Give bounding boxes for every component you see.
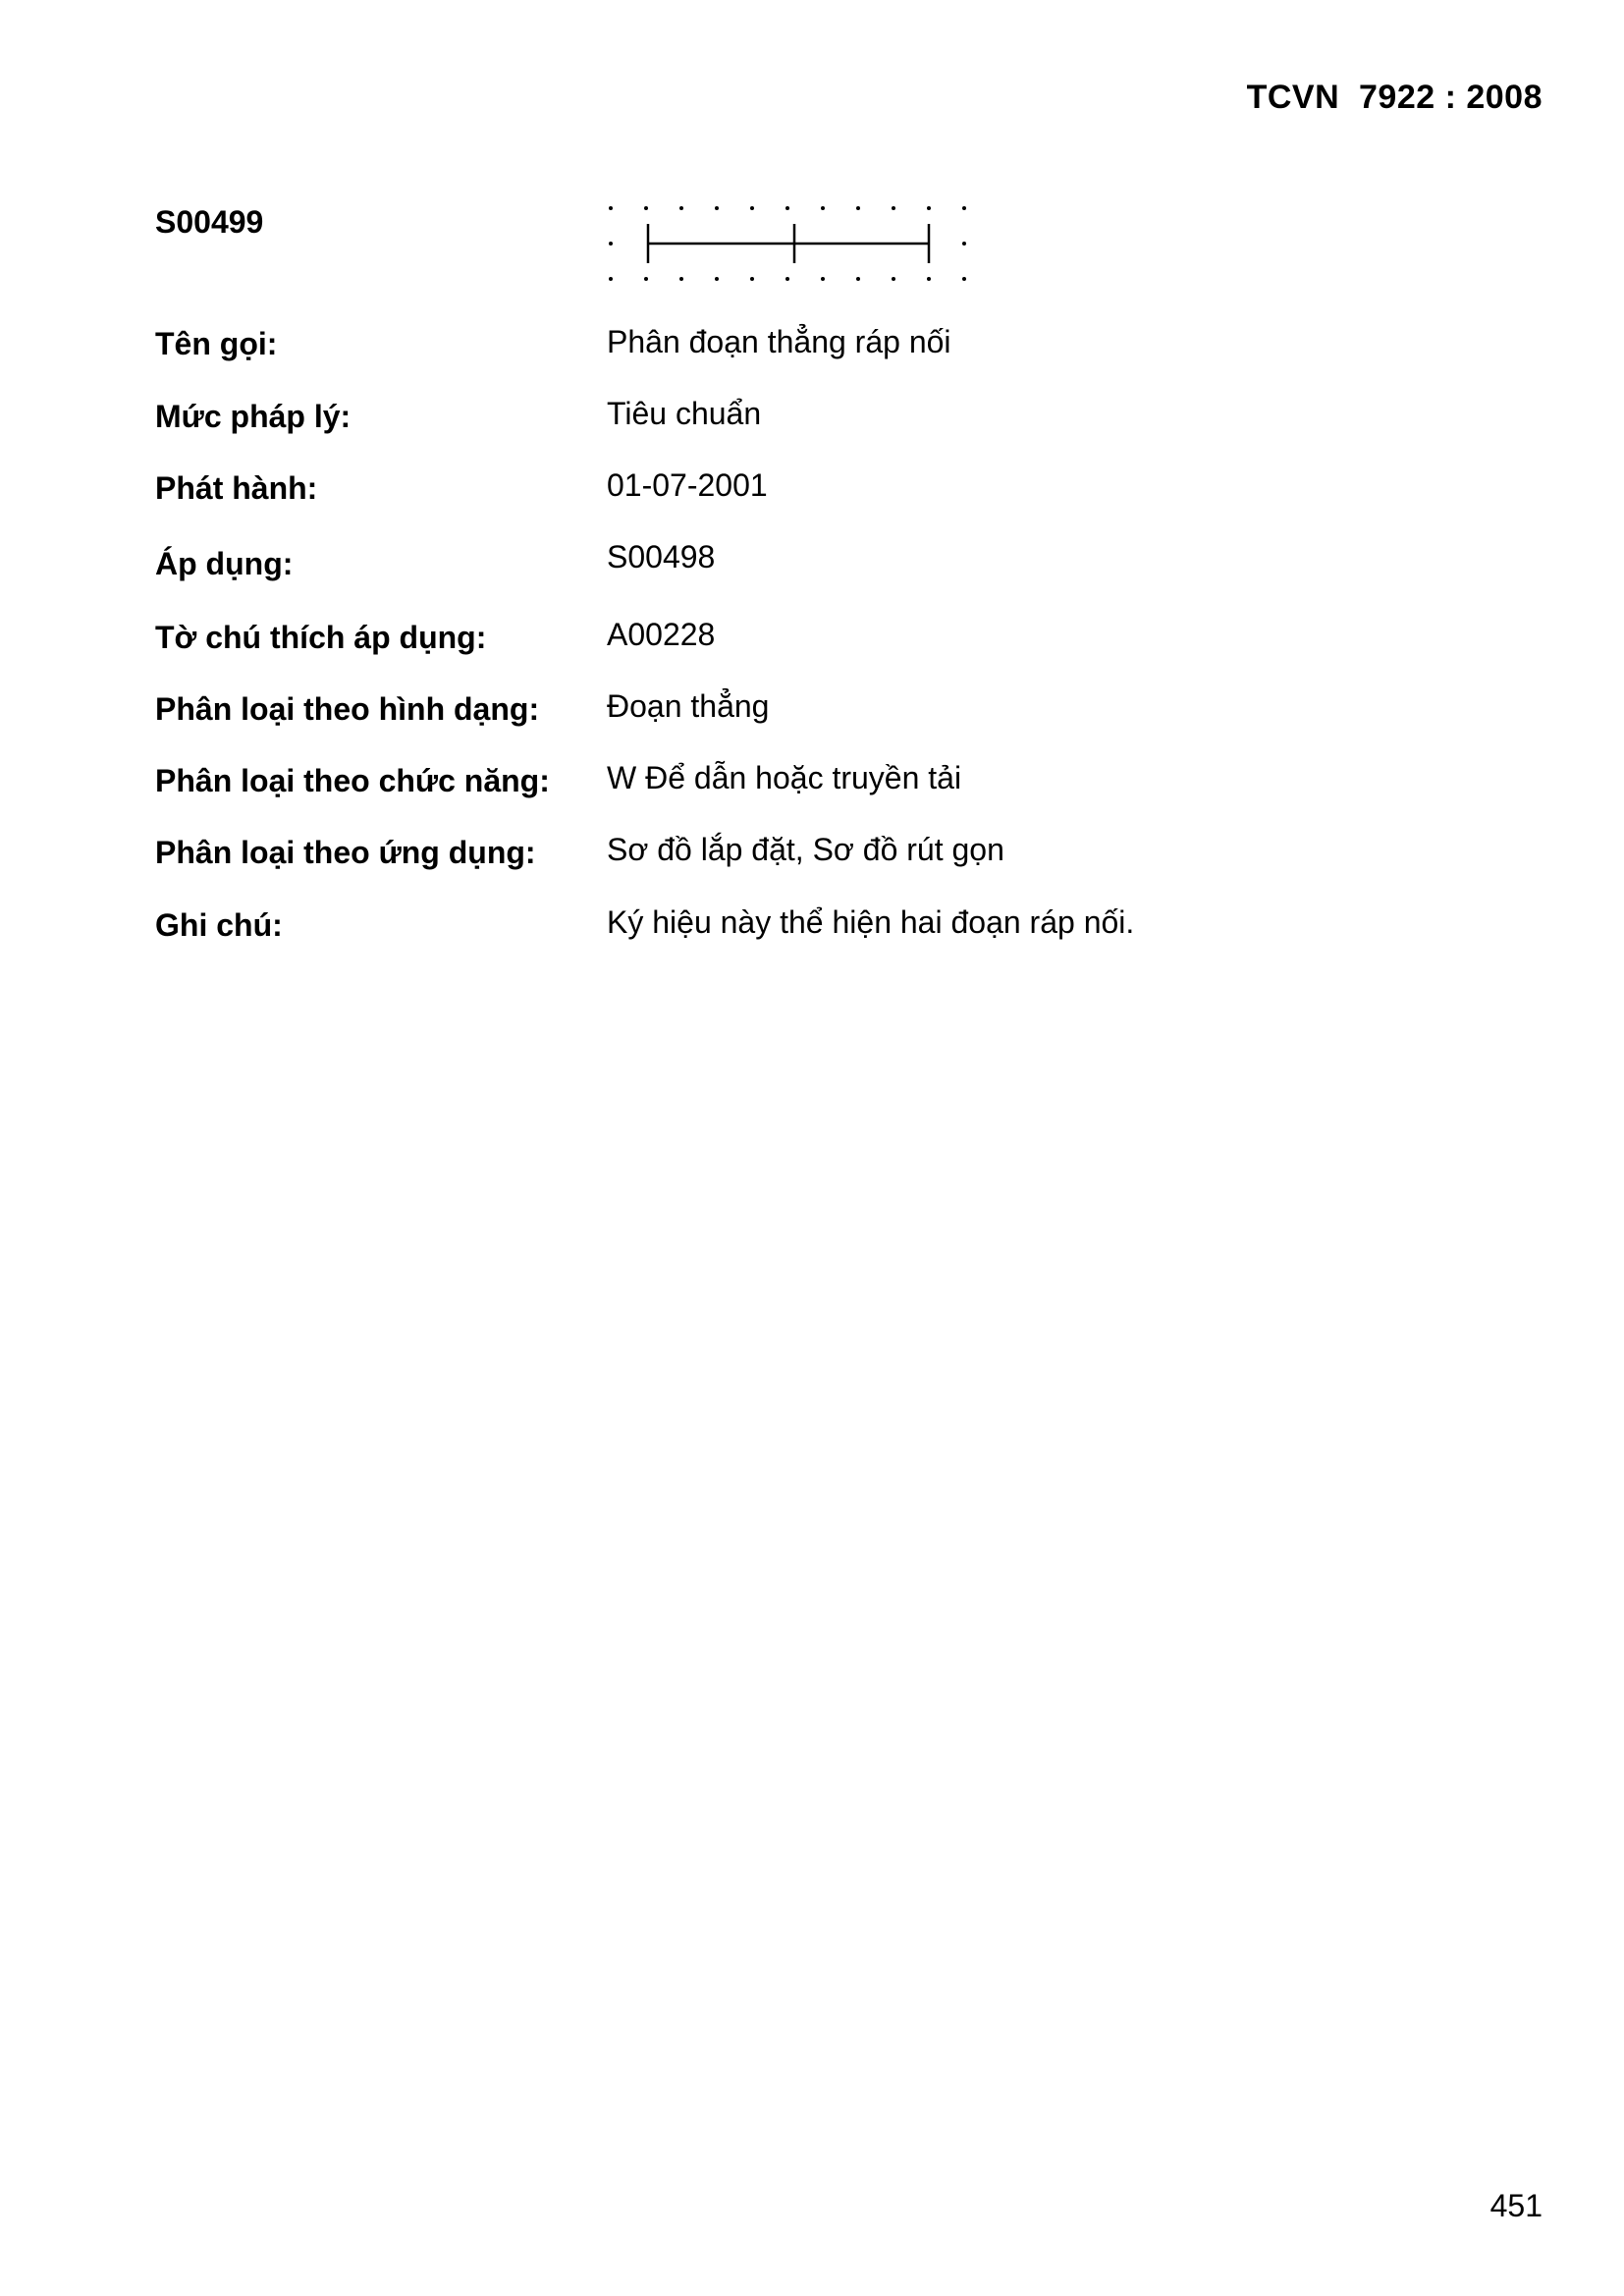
field-value-applies: S00498: [607, 539, 716, 574]
field-label-note: Ghi chú:: [155, 907, 283, 943]
field-label-annotation-sheet: Tờ chú thích áp dụng:: [155, 620, 487, 655]
page-number: 451: [1489, 2188, 1543, 2223]
field-value-name: Phân đoạn thẳng ráp nối: [607, 324, 951, 359]
field-value-application-class: Sơ đồ lắp đặt, Sơ đồ rút gọn: [607, 832, 1004, 867]
field-label-shape-class: Phân loại theo hình dạng:: [155, 691, 540, 727]
field-value-shape-class: Đoạn thẳng: [607, 688, 770, 724]
field-label-legal-level: Mức pháp lý:: [155, 399, 352, 434]
standard-header: TCVN 7922 : 2008: [1246, 79, 1543, 116]
field-value-release: 01-07-2001: [607, 467, 768, 503]
field-value-annotation-sheet: A00228: [607, 617, 716, 652]
field-label-name: Tên gọi:: [155, 326, 278, 361]
joined-segment-line: [648, 224, 929, 263]
field-label-release: Phát hành:: [155, 470, 318, 506]
symbol-figure: [599, 192, 982, 291]
field-label-function-class: Phân loại theo chức năng:: [155, 763, 550, 798]
field-value-legal-level: Tiêu chuẩn: [607, 396, 762, 431]
symbol-code: S00499: [155, 204, 264, 240]
field-label-applies: Áp dụng:: [155, 546, 294, 581]
field-value-function-class: W Để dẫn hoặc truyền tải: [607, 760, 962, 795]
field-value-note: Ký hiệu này thể hiện hai đoạn ráp nối.: [607, 904, 1135, 940]
grid-dots-bottom: [609, 277, 966, 281]
field-label-application-class: Phân loại theo ứng dụng:: [155, 835, 536, 870]
grid-dots-top: [609, 206, 966, 210]
